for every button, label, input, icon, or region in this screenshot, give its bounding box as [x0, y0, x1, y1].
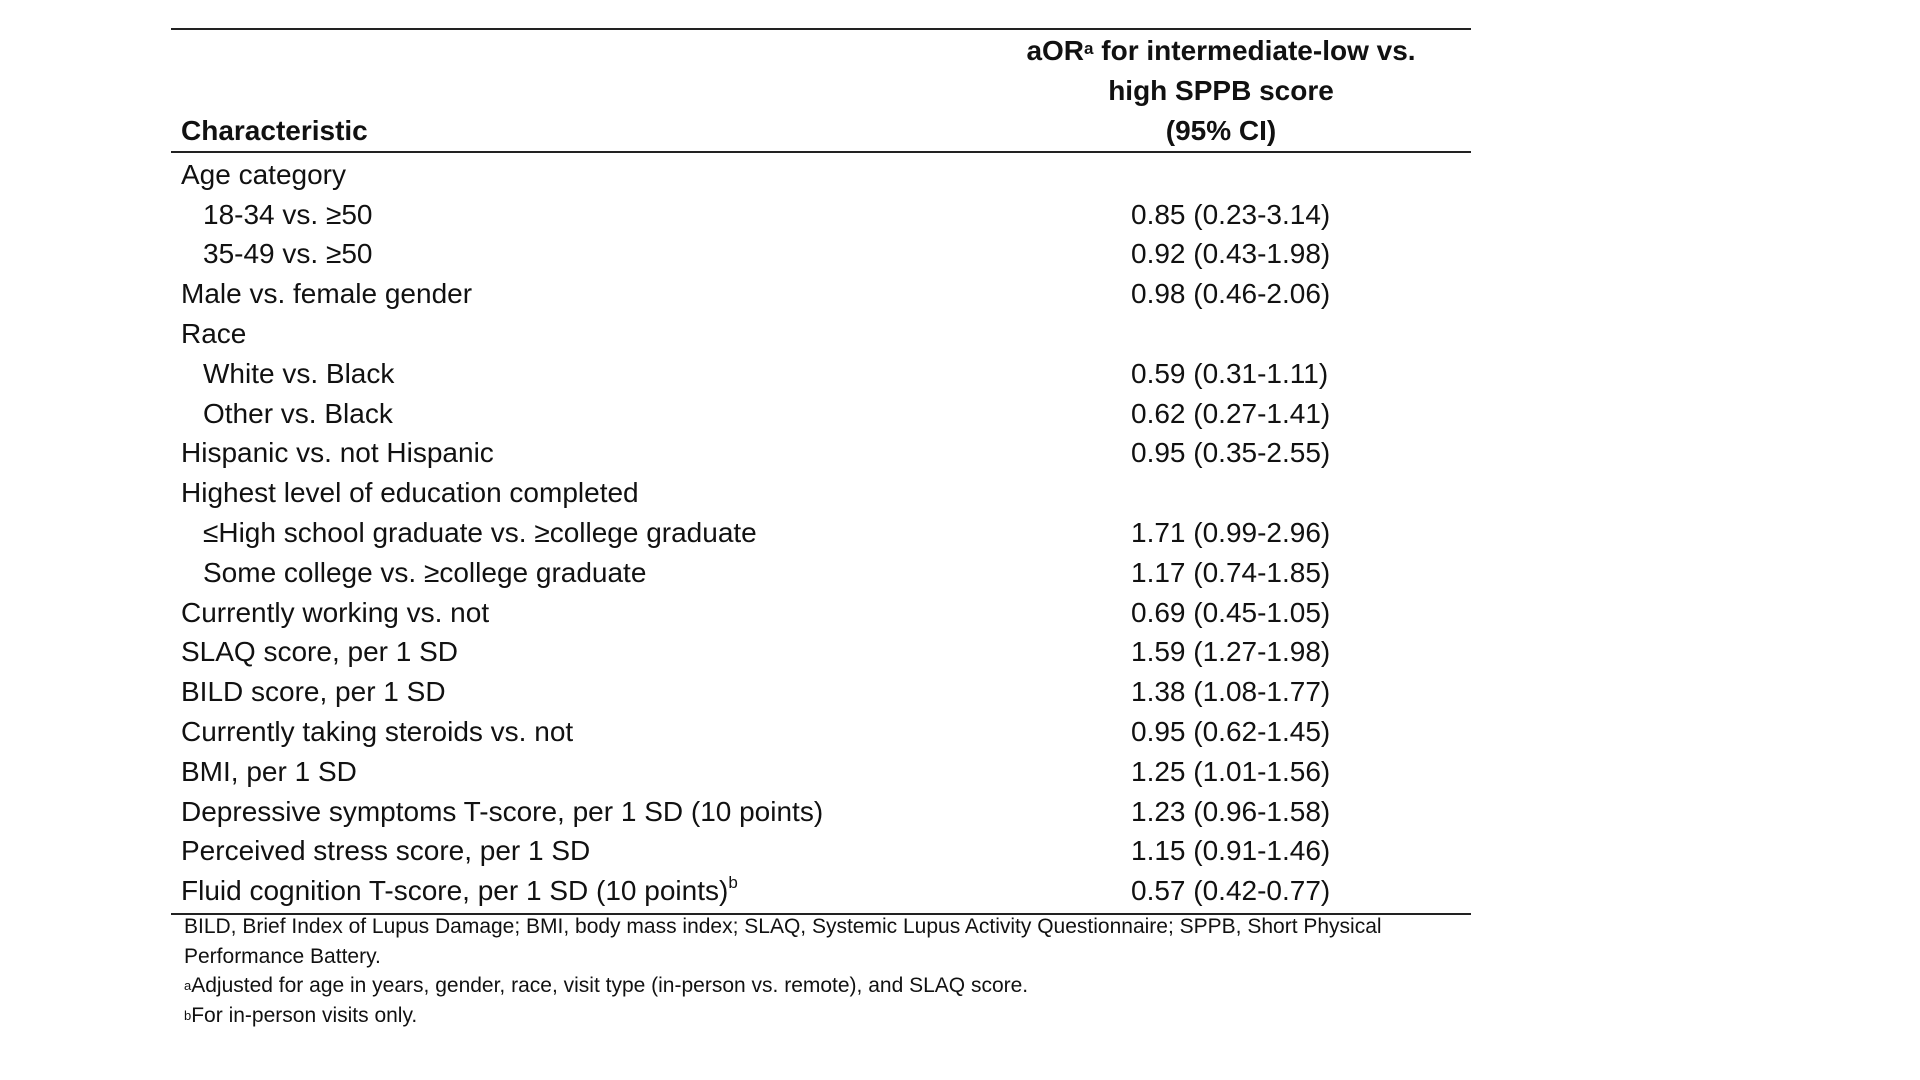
row-label-text: Male vs. female gender — [181, 278, 473, 310]
row-value: 0.85 (0.23-3.14) — [1131, 198, 1331, 230]
table-row — [171, 434, 1471, 474]
row-label-text: 35-49 vs. ≥50 — [203, 238, 373, 270]
row-label — [171, 318, 1131, 350]
table-row — [171, 354, 1471, 394]
row-footnote-marker: b — [728, 873, 738, 893]
row-label — [171, 398, 1131, 430]
row-label-text: Race — [181, 318, 247, 350]
row-label — [171, 756, 1131, 788]
row-label — [171, 835, 1131, 867]
table-row — [171, 672, 1471, 712]
table-row — [171, 274, 1471, 314]
table-row — [171, 473, 1471, 513]
table-row — [171, 871, 1471, 911]
row-value: 0.62 (0.27-1.41) — [1131, 397, 1331, 429]
row-label — [171, 199, 1131, 231]
row-value: 1.15 (0.91-1.46) — [1131, 835, 1331, 867]
table-row — [171, 712, 1471, 752]
row-label-text: Hispanic vs. not Hispanic — [181, 437, 494, 469]
table-row — [171, 792, 1471, 832]
footnote-a-marker: a — [184, 978, 192, 993]
row-label-text: BMI, per 1 SD — [181, 755, 357, 787]
header-aor-line2: high SPPB score — [1108, 75, 1334, 106]
table-row — [171, 832, 1471, 872]
table-row — [171, 593, 1471, 633]
header-aor — [1001, 31, 1441, 151]
row-label-text: BILD score, per 1 SD — [181, 676, 446, 708]
row-label-text: Depressive symptoms T-score, per 1 SD (10 points) — [181, 795, 824, 827]
row-value: 0.95 (0.35-2.55) — [1131, 437, 1331, 469]
footnote-b — [184, 1001, 1484, 1031]
results-table — [171, 28, 1471, 915]
row-value: 0.59 (0.31-1.11) — [1131, 357, 1329, 389]
row-value: 1.71 (0.99-2.96) — [1131, 517, 1331, 549]
row-label-text: Currently working vs. not — [181, 596, 490, 628]
table-row — [171, 752, 1471, 792]
row-label — [171, 636, 1131, 668]
row-label — [171, 437, 1131, 469]
header-aor-line3: (95% CI) — [1165, 115, 1277, 146]
header-aor-line1 — [1001, 31, 1441, 71]
header-aor-footnote-marker: a — [1084, 39, 1094, 58]
row-label-text: Some college vs. ≥college graduate — [203, 556, 647, 588]
row-value: 0.95 (0.62-1.45) — [1131, 716, 1331, 748]
footnote-b-text: For in-person visits only. — [191, 1003, 418, 1027]
row-label — [171, 676, 1131, 708]
row-label — [171, 557, 1131, 589]
header-aor-line1-rest: for intermediate-low vs. — [1093, 35, 1416, 66]
row-label-text: Perceived stress score, per 1 SD — [181, 835, 591, 867]
row-label — [171, 716, 1131, 748]
row-label-text: 18-34 vs. ≥50 — [203, 198, 373, 230]
row-label — [171, 278, 1131, 310]
row-label — [171, 238, 1131, 270]
row-value: 0.98 (0.46-2.06) — [1131, 278, 1331, 310]
row-label — [171, 159, 1131, 191]
row-value: 0.57 (0.42-0.77) — [1131, 875, 1331, 907]
row-label-text: Highest level of education completed — [181, 477, 639, 509]
row-value: 1.23 (0.96-1.58) — [1131, 795, 1331, 827]
row-value: 0.92 (0.43-1.98) — [1131, 238, 1331, 270]
table-header — [171, 30, 1471, 151]
footnote-abbreviations: BILD, Brief Index of Lupus Damage; BMI, body mass index; SLAQ, Systemic Lupus Activity Questionnaire; SPPB, Short Physical Performance Battery. — [184, 915, 1382, 968]
row-label-text: Age category — [181, 158, 346, 190]
row-value: 1.38 (1.08-1.77) — [1131, 676, 1331, 708]
header-characteristic: Characteristic — [181, 115, 368, 146]
row-value: 1.59 (1.27-1.98) — [1131, 636, 1331, 668]
table-row — [171, 394, 1471, 434]
row-label-text: Fluid cognition T-score, per 1 SD (10 points) — [181, 875, 729, 907]
table-footnotes — [184, 912, 1484, 1030]
row-label — [171, 597, 1131, 629]
row-label — [171, 477, 1131, 509]
row-value: 1.17 (0.74-1.85) — [1131, 556, 1331, 588]
table-row — [171, 513, 1471, 553]
footnote-b-marker: b — [184, 1007, 192, 1023]
table-row — [171, 195, 1471, 235]
table-row — [171, 314, 1471, 354]
row-label-text: Other vs. Black — [203, 397, 393, 429]
row-label — [171, 517, 1131, 549]
row-label — [171, 875, 1131, 907]
row-label — [171, 796, 1131, 828]
footnote-a-text: Adjusted for age in years, gender, race, visit type (in-person vs. remote), and SLAQ score. — [191, 974, 1029, 997]
row-label — [171, 358, 1131, 390]
row-value: 0.69 (0.45-1.05) — [1131, 596, 1331, 628]
header-aor-prefix: aOR — [1026, 35, 1085, 66]
table-body — [171, 153, 1471, 913]
table-row — [171, 235, 1471, 275]
table-row — [171, 633, 1471, 673]
table-row — [171, 553, 1471, 593]
row-value: 1.25 (1.01-1.56) — [1131, 755, 1331, 787]
row-label-text: Currently taking steroids vs. not — [181, 716, 574, 748]
table-row — [171, 155, 1471, 195]
row-label-text: SLAQ score, per 1 SD — [181, 636, 459, 668]
row-label-text: White vs. Black — [203, 357, 395, 389]
row-label-text: ≤High school graduate vs. ≥college graduate — [203, 517, 757, 549]
footnote-a — [184, 971, 1484, 1001]
